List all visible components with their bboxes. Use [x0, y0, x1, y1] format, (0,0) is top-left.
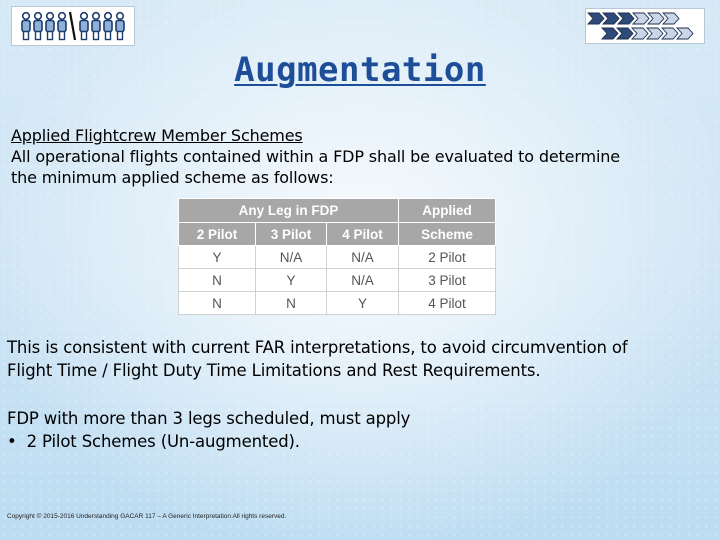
table-cell: 3 Pilot [399, 269, 496, 292]
slash-divider-icon [70, 12, 75, 40]
table-cell: N/A [327, 246, 399, 269]
intro-line-2: the minimum applied scheme as follows: [11, 168, 334, 187]
bullet-icon: • [7, 432, 17, 451]
copyright-footer: Copyright © 2015-2016 Understanding GACAR 117 – A Generic Interpretation All rights reserved. [7, 513, 287, 520]
intro-paragraph [11, 125, 620, 188]
table-cell: N [256, 292, 327, 315]
bullet-text: 2 Pilot Schemes (Un-augmented). [26, 432, 300, 451]
table-row [179, 269, 496, 292]
table-row [179, 292, 496, 315]
table-row [179, 246, 496, 269]
person-figure-icon [58, 13, 66, 40]
table-cell: 4 Pilot [399, 292, 496, 315]
consistency-line-1: This is consistent with current FAR interpretations, to avoid circumvention of [7, 338, 628, 357]
chevron-arrows-icon [585, 8, 705, 44]
consistency-paragraph [7, 336, 628, 382]
intro-heading: Applied Flightcrew Member Schemes [11, 126, 303, 145]
chevron-icon [633, 13, 649, 24]
crew-people-icon [11, 6, 135, 46]
table-cell: Y [179, 246, 256, 269]
person-figure-icon [80, 13, 88, 40]
intro-line-1: All operational flights contained within a FDP shall be evaluated to determine [11, 147, 620, 166]
table-cell: N/A [256, 246, 327, 269]
table-cell: Y [256, 269, 327, 292]
chevron-icon [632, 28, 648, 39]
chevron-icon [648, 13, 664, 24]
person-figure-icon [104, 13, 112, 40]
table-cell: N [179, 292, 256, 315]
chevron-icon [662, 28, 678, 39]
person-figure-icon [34, 13, 42, 40]
fdp-note-paragraph [7, 407, 410, 453]
column-header: 4 Pilot [327, 223, 399, 246]
bullet-item [7, 430, 410, 453]
chevron-icon [602, 28, 618, 39]
person-figure-icon [22, 13, 30, 40]
table-cell: 2 Pilot [399, 246, 496, 269]
table-cell: N [179, 269, 256, 292]
title-text: Augmentation [234, 50, 486, 90]
column-header: 2 Pilot [179, 223, 256, 246]
chevron-icon [617, 28, 633, 39]
chevron-icon [603, 13, 619, 24]
chevron-icon [663, 13, 679, 24]
page-title [0, 50, 720, 90]
person-figure-icon [92, 13, 100, 40]
applied-scheme-table [178, 198, 496, 315]
table-cell: Y [327, 292, 399, 315]
table-cell: N/A [327, 269, 399, 292]
fdp-note-line: FDP with more than 3 legs scheduled, must apply [7, 409, 411, 428]
person-figure-icon [46, 13, 54, 40]
column-header: 3 Pilot [256, 223, 327, 246]
chevron-icon [677, 28, 693, 39]
scheme-header-line-2: Scheme [399, 223, 496, 246]
consistency-line-2: Flight Time / Flight Duty Time Limitations and Rest Requirements. [7, 361, 541, 380]
scheme-header-line-1: Applied [399, 199, 496, 223]
chevron-icon [618, 13, 634, 24]
group-header: Any Leg in FDP [179, 199, 399, 223]
chevron-icon [647, 28, 663, 39]
chevron-icon [588, 13, 604, 24]
person-figure-icon [116, 13, 124, 40]
